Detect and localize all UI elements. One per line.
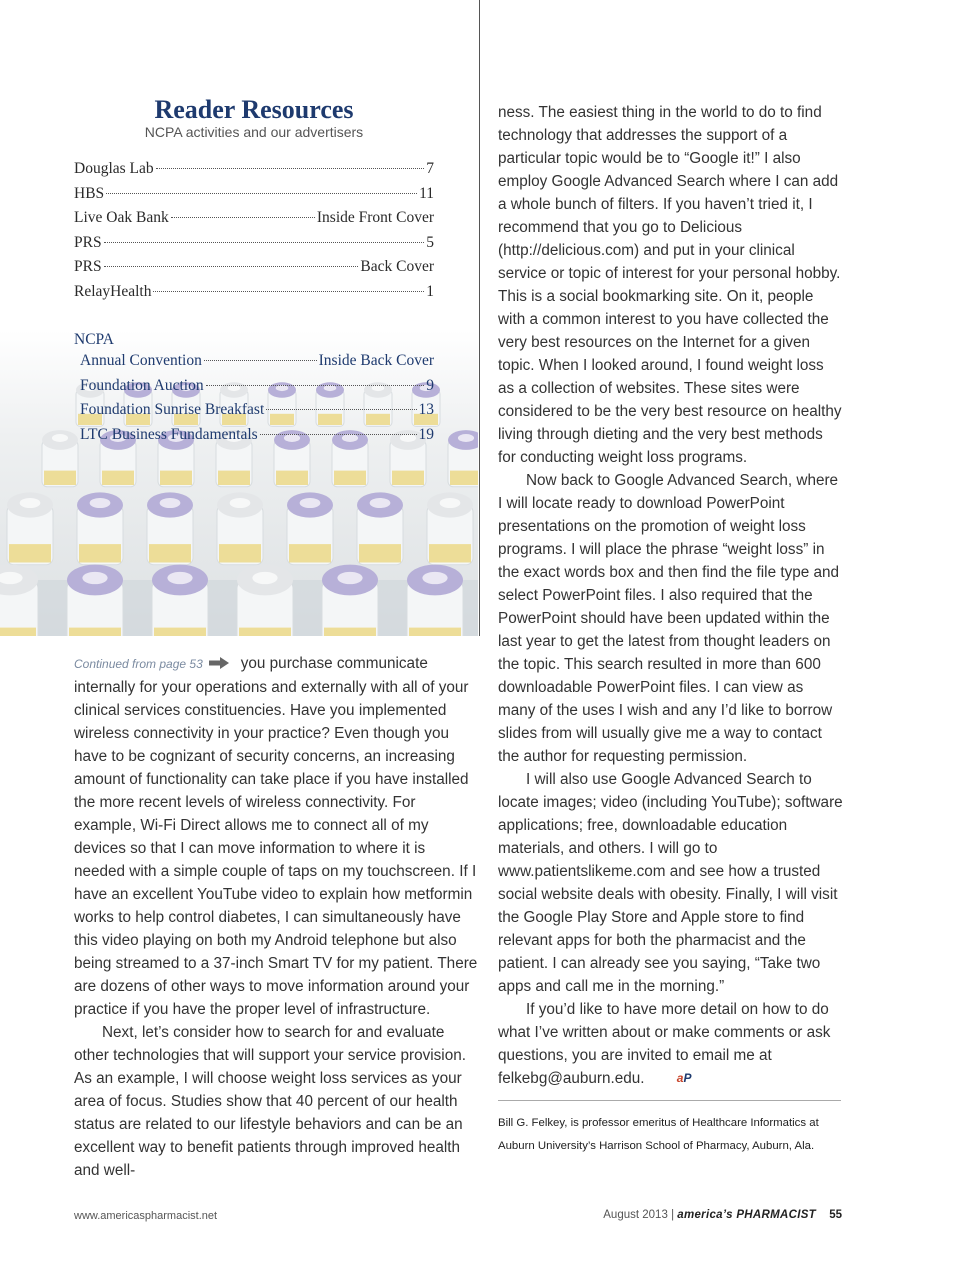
dot-leader [153,291,424,292]
end-mark-a: a [676,1071,684,1085]
ncpa-name: LTC Business Fundamentals [80,425,258,443]
ncpa-name: Foundation Auction [80,376,204,394]
article-right-column [498,101,843,1090]
vial-liquid [44,471,76,485]
advertiser-name: Live Oak Bank [74,209,169,227]
dot-leader [104,242,425,243]
advertiser-row [74,283,434,308]
author-bio: Bill G. Felkey, is professor emeritus of Healthcare Informatics at Auburn University’s Harrison School of Pharmacy, Auburn, Ala. [498,1117,819,1152]
vial-liquid [429,544,471,562]
continued-arrow-icon [209,653,229,676]
advertiser-page: 7 [426,160,434,177]
paragraph-text: If you’d like to have more detail on how to do what I’ve written about or make comments or ask questions, you are invited to email me at felkebg@auburn.edu. [498,1001,831,1087]
vial-cap-highlight [90,498,111,508]
vial-liquid [324,628,376,636]
vial-liquid [409,628,461,636]
advertiser-row [74,185,434,210]
vial-liquid [334,471,366,485]
vial-liquid [0,628,36,636]
advertiser-row [74,258,434,283]
ncpa-list [74,352,434,450]
footer-right [603,1209,842,1221]
vial-cap-highlight [337,572,362,584]
vial-liquid [392,471,424,485]
ncpa-row [80,426,434,451]
ap-end-mark-icon [649,1067,692,1090]
reader-resources-title: Reader Resources [154,95,354,124]
vial-cap-highlight [52,434,68,442]
article-paragraph: I will also use Google Advanced Search to locate images; video (including YouTube); software applications; free, downloadable education materials, and others. I will go to www.patientslikeme.com and see how a trusted social website deals with obesity. Finally, I will visit the Google Play Store and Apple store to find relevant apps for both the pharmacist and the patient. I can already see you saying, “Take two apps and call me in the morning.” [498,771,843,995]
dot-leader [106,193,417,194]
article-paragraph: ness. The easiest thing in the world to do to find technology that addresses the support of a particular topic would be to “Google it!” I also employ Google Advanced Search where I can add a whole bunch of filters. If you haven’t tried it, I recommend that you go to Delicious (http://delicious.com) and put in your clinical service or topic of interest for your personal hobby. This is a social bookmarking site. On it, people with a common interest to you have collected the very best resources on the Internet for a given topic. When I looked around, I found weight loss as a collection of websites. These sites were considered to be the very best resource on healthy living through dieting and the very best methods for conducting weight loss programs. [498,104,842,466]
end-mark-p: P [683,1071,692,1085]
ncpa-page: Inside Back Cover [318,352,434,370]
article-paragraph: Now back to Google Advanced Search, where I will locate ready to download PowerPoint presentations on the promotion of weight loss programs. I will place the phrase “weight loss” in the exact words box and then find the file type and select PowerPoint files. I also required that the PowerPoint should have been updated within the last year to get the latest from thought leaders on the topic. This search resulted in more than 600 downloadable PowerPoint files. I can view as many of the uses I wish and any I’d like to borrow slides from will usually give me a way to contact the author for requesting permission. [498,472,840,765]
vial-liquid [450,471,478,485]
vial-liquid [160,471,192,485]
vial-liquid [276,471,308,485]
vial-cap-highlight [370,498,391,508]
dot-leader [266,409,416,410]
ncpa-row [80,401,434,426]
article-paragraph: Next, let’s consider how to search for and evaluate other technologies that will support your service provision. As an example, I will choose weight loss services as your area of focus. Studies show that 40 percent of our health status are related to our lifestyle behaviors and can be an excellent way to benefit patients through improved health and well- [74,1024,466,1179]
vial-liquid [79,544,121,562]
vial-cap-highlight [167,572,192,584]
bio-rule [498,1100,841,1101]
vial-cap-highlight [82,572,107,584]
ncpa-row [80,377,434,402]
footer-separator: | [671,1209,675,1221]
ncpa-page: 9 [426,376,434,394]
vial-cap-highlight [230,498,251,508]
dot-leader [204,360,317,361]
vial-liquid [289,544,331,562]
vial-cap-highlight [458,434,474,442]
vial-liquid [359,544,401,562]
advertiser-page: 1 [426,282,434,300]
vial-cap-highlight [160,498,181,508]
dot-leader [156,168,425,169]
vial-liquid [239,628,291,636]
vial-cap-highlight [300,498,321,508]
footer-page-number: 55 [829,1209,842,1221]
column-divider [479,0,480,636]
footer-date: August 2013 [603,1209,668,1221]
advertiser-name: PRS [74,258,102,276]
vial-liquid [9,544,51,562]
article-paragraph [74,652,478,1021]
vial-liquid [149,544,191,562]
reader-resources [74,95,434,451]
vial-liquid [102,471,134,485]
dot-leader [104,266,359,267]
vial-liquid [69,628,121,636]
advertiser-page: 5 [426,233,434,251]
footer-url: www.americaspharmacist.net [74,1210,218,1222]
footer-magazine: america’s PHARMACIST [677,1209,816,1221]
advertiser-name: HBS [74,184,105,202]
advertiser-row [74,209,434,234]
vial-cap-highlight [252,572,277,584]
vial-cap-highlight [422,572,447,584]
vial-cap-highlight [20,498,41,508]
continued-label: Continued from page 53 [74,657,203,671]
advertiser-name: Douglas Lab [74,160,154,177]
dot-leader [206,385,425,386]
advertiser-name: PRS [74,233,102,251]
ncpa-heading: NCPA [74,330,114,348]
advertiser-page: Inside Front Cover [316,209,434,227]
advertiser-page: Back Cover [360,258,434,276]
dot-leader [171,217,315,218]
ncpa-page: 19 [418,425,434,443]
vial-cap-highlight [440,498,461,508]
advertiser-page: 11 [419,184,434,202]
dot-leader [260,434,417,435]
ncpa-page: 13 [418,401,434,419]
ncpa-name: Annual Convention [80,352,202,370]
advertiser-name: RelayHealth [74,282,152,300]
advertiser-row [74,160,434,185]
vial-liquid [218,471,250,485]
ncpa-row [80,352,434,377]
article-left-column [74,652,478,1182]
ncpa-name: Foundation Sunrise Breakfast [80,401,265,419]
reader-resources-subtitle: NCPA activities and our advertisers [144,124,364,140]
paragraph-text: you purchase communicate internally for your operations and externally with all of your clinical services constituencies. Have you implemented wireless connectivity in your practice? Even though you have to be cognizant of security concerns, an increasing amount of functionality can take place if you have installed the more recent levels of wireless connectivity. For example, Wi-Fi Direct allows me to connect all of my devices so that I can move information to where it is needed with a simple couple of taps on my touchscreen. If I have an excellent YouTube video to explain how metformin works to help control diabetes, I can simultaneously have this video playing on both my Android telephone but also being streamed to a 37-inch Smart TV for my patient. There are dozens of other ways to move information around your practice if you have the proper level of infrastructure. [74,655,478,1018]
article-paragraph [498,998,843,1090]
vial-liquid [154,628,206,636]
vial-liquid [219,544,261,562]
advertiser-list [74,160,434,308]
advertiser-row [74,234,434,259]
